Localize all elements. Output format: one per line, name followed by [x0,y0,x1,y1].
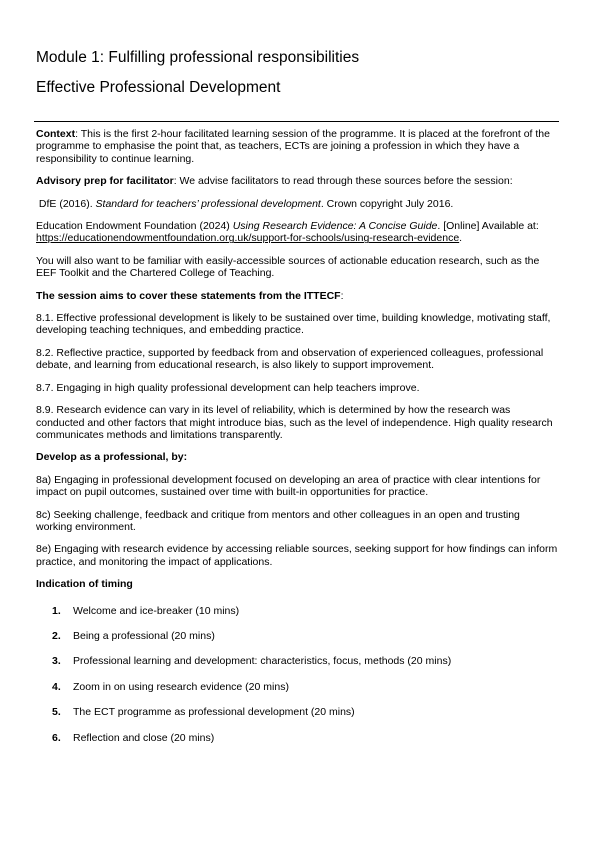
source-eef-mid: . [Online] Available at: [437,220,539,233]
timing-number: 5. [52,706,61,719]
timing-text: Reflection and close (20 mins) [73,731,215,744]
timing-text: The ECT programme as professional development (20 mins) [73,706,355,719]
timing-number: 6. [52,731,61,744]
source-dfe [36,198,558,210]
source-dfe-title: Standard for teachers’ professional development [95,197,321,210]
source-eef-suffix: . [459,232,463,245]
advisory-text: : We advise facilitators to read through these sources before the session: [173,175,513,188]
timing-number: 1. [52,604,61,617]
timing-item [36,655,558,667]
familiar-paragraph: You will also want to be familiar with easily-accessible sources of actionable education research, such as the EEF Toolkit and the Chartered College of Teaching. [36,254,540,280]
develop-item: 8e) Engaging with research evidence by accessing reliable sources, seeking support for how findings can inform practice, and monitoring the impact of applications. [36,543,558,568]
timing-text: Being a professional (20 mins) [73,629,215,642]
source-eef-prefix: Education Endowment Foundation (2024) [36,220,233,233]
timing-item [36,681,558,693]
timing-item [36,732,558,744]
timing-text: Zoom in on using research evidence (20 mins) [73,680,289,693]
develop-item: 8c) Seeking challenge, feedback and critique from mentors and other colleagues in an open and trusting working environment. [36,508,520,533]
timing-number: 2. [52,629,61,642]
context-label: Context [36,128,76,140]
timing-heading [36,578,558,590]
advisory-label: Advisory prep for facilitator [36,175,174,188]
context-paragraph [36,128,558,165]
page-subtitle: Effective Professional Development [36,79,281,96]
divider [34,121,559,122]
page-title: Module 1: Fulfilling professional responsibilities [36,49,360,66]
advisory-paragraph [36,175,558,187]
source-eef [36,220,558,245]
statement-item: 8.7. Engaging in high quality professional development can help teachers improve. [36,381,420,394]
timing-text: Professional learning and development: characteristics, focus, methods (20 mins) [73,655,452,668]
timing-heading-text: Indication of timing [36,578,133,591]
timing-item [36,706,558,718]
timing-item [36,630,558,642]
context-text: : This is the first 2-hour facilitated learning session of the programme. It is placed at the forefront of the programme to emphasise the point that, as teachers, ECTs are joining a profession in which they have a responsibility to continue learning. [36,128,550,165]
source-dfe-prefix: DfE (2016). [36,197,96,210]
statement-item: 8.2. Reflective practice, supported by feedback from and observation of experienced colleagues, professional debate, and learning from educational research, is also likely to support improvement. [36,346,544,372]
aims-heading [36,290,558,302]
statement-item: 8.1. Effective professional development is likely to be sustained over time, building knowledge, motivating staff, developing teaching techniques, and embedding practice. [36,312,551,337]
timing-item [36,605,558,617]
timing-number: 3. [52,655,61,668]
develop-heading-text: Develop as a professional, by: [36,451,188,464]
aims-label: The session aims to cover these statements from the ITTECF [36,289,341,302]
statement-item: 8.9. Research evidence can vary in its level of reliability, which is determined by how the research was conducted and other factors that might introduce bias, such as the level of independence. High quality research communicates methods and limitations transparently. [36,404,553,441]
develop-heading [36,451,558,463]
source-eef-title: Using Research Evidence: A Concise Guide [232,220,438,233]
develop-item: 8a) Engaging in professional development focused on developing an area of practice with clear intentions for impact on pupil outcomes, sustained over time with built-in opportunities for practice. [36,473,541,499]
aims-suffix: : [340,289,344,302]
document-body [36,128,558,757]
source-dfe-suffix: . Crown copyright July 2016. [320,197,454,210]
source-eef-link[interactable]: https://educationendowmentfoundation.org.uk/support-for-schools/using-research-evidence [36,232,460,245]
timing-number: 4. [52,680,61,693]
timing-list [36,605,558,744]
timing-text: Welcome and ice-breaker (10 mins) [73,604,240,617]
